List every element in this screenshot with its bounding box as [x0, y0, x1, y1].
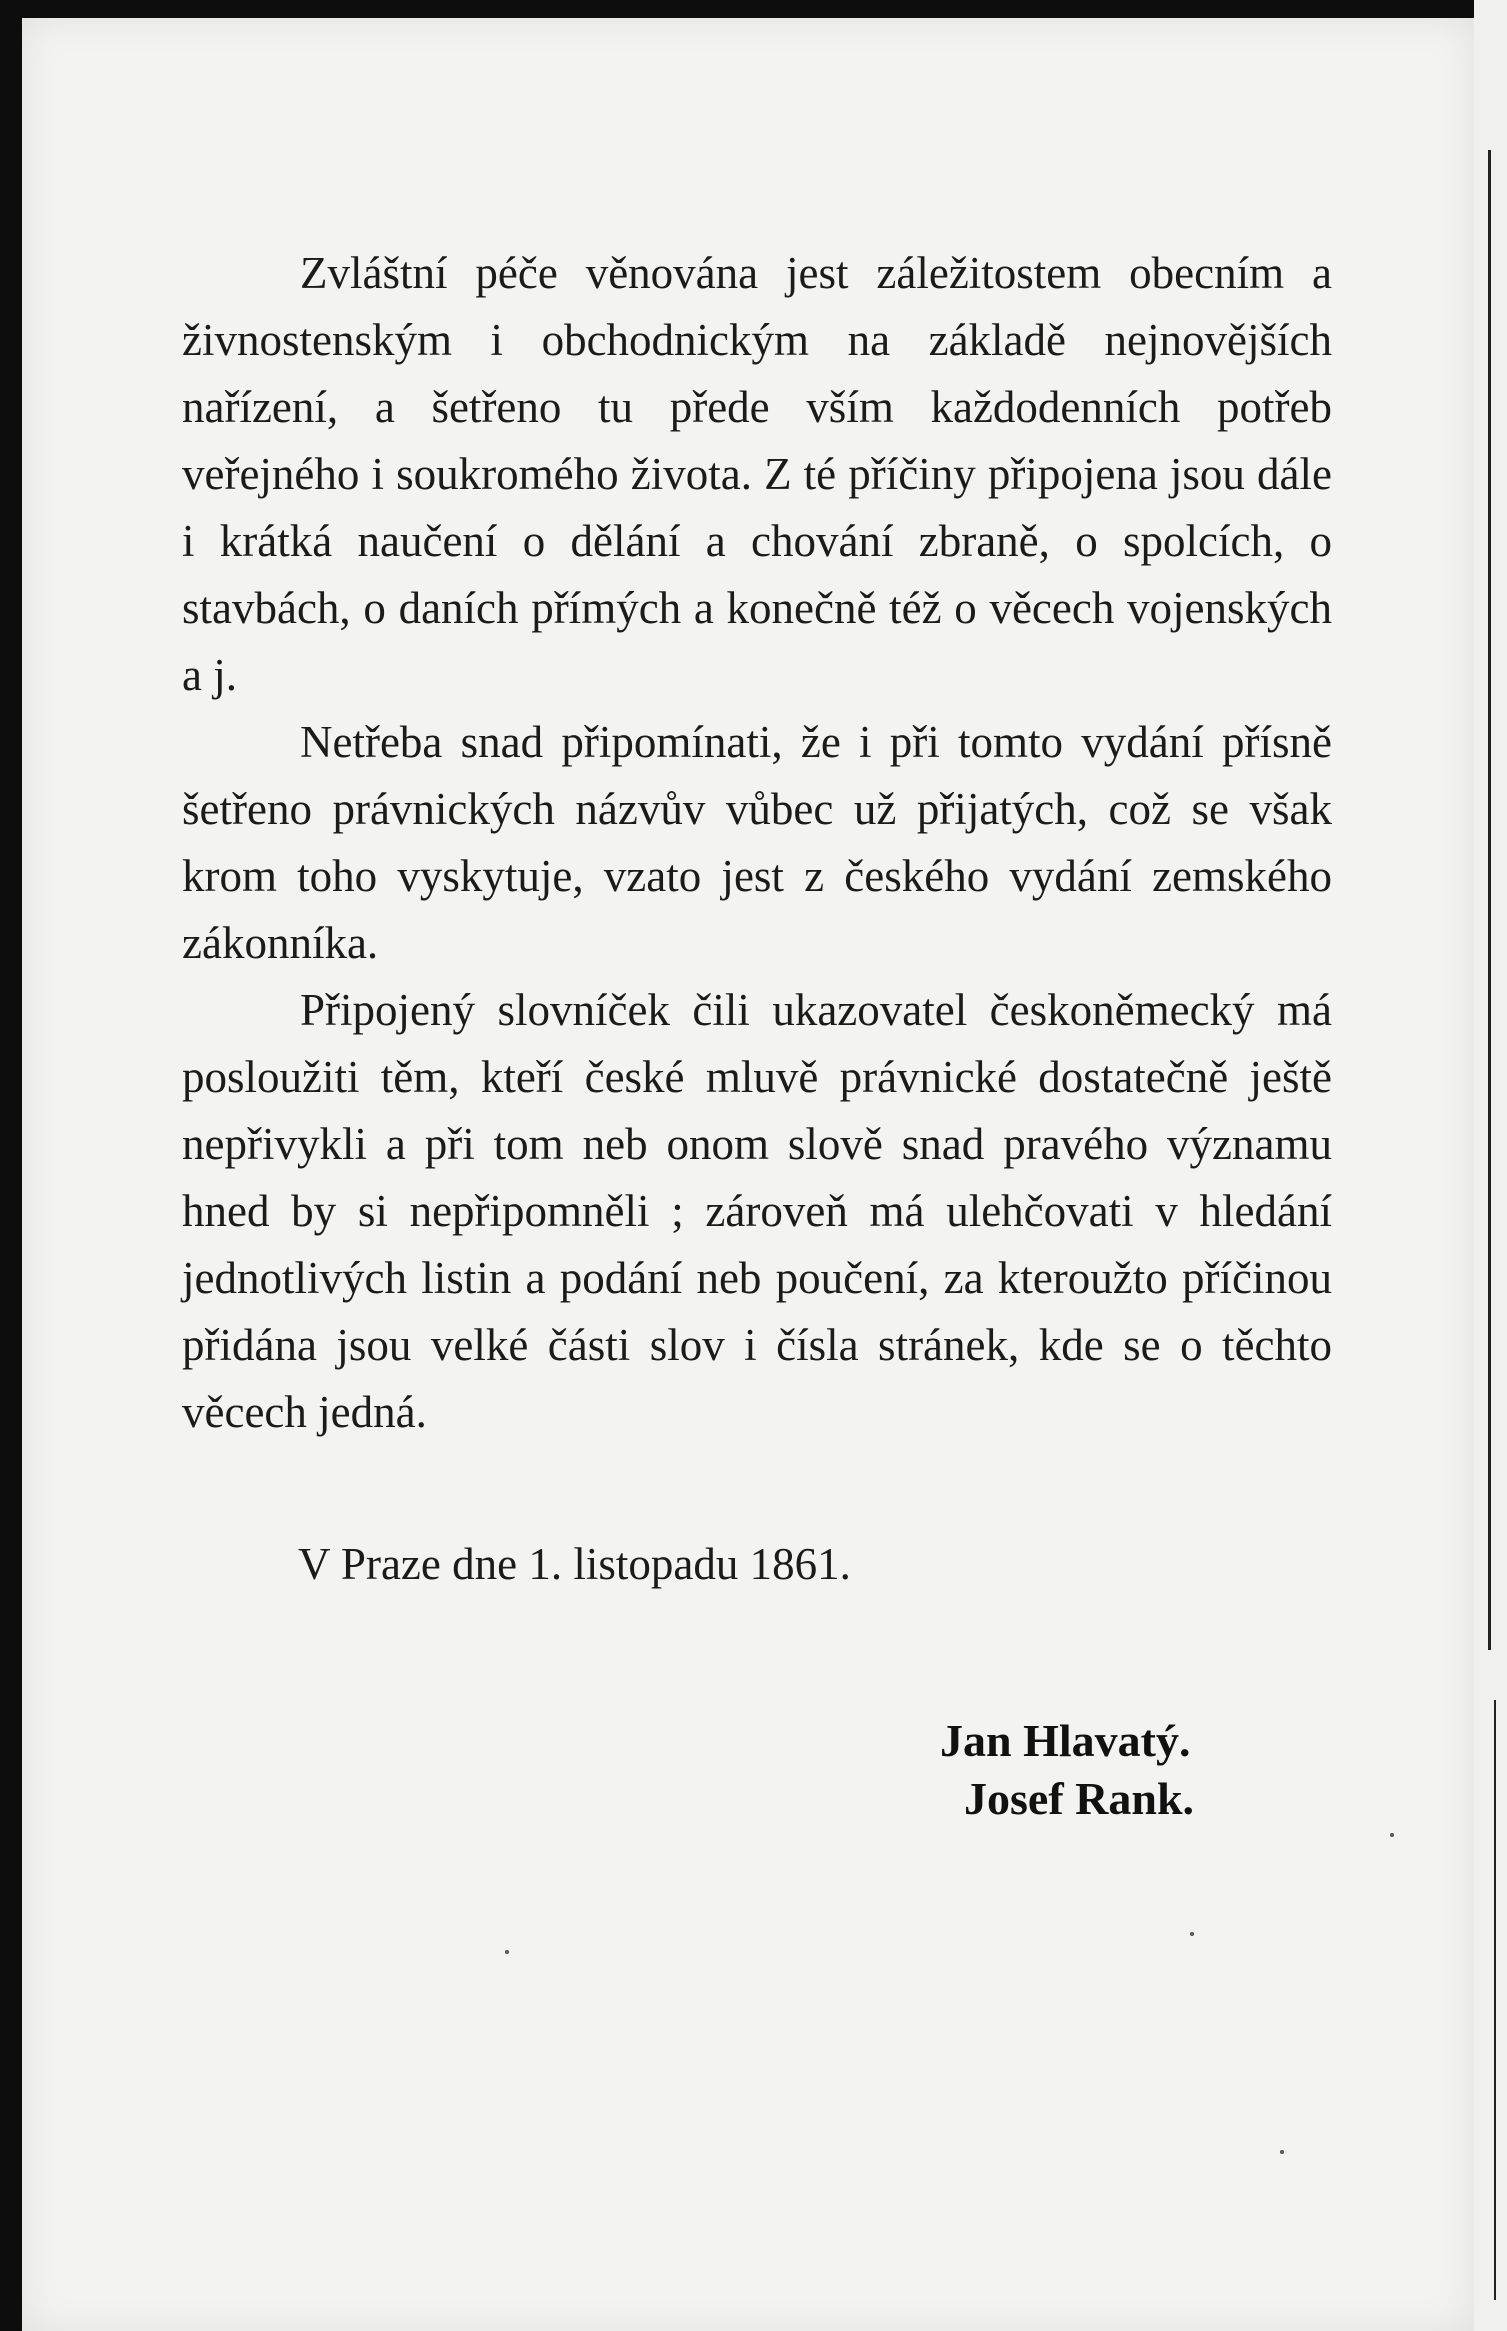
page-edge [1474, 0, 1507, 2331]
paper-speck [1390, 1833, 1394, 1837]
body-text [182, 240, 1332, 1446]
signature-hlavaty: Jan Hlavatý. [940, 1715, 1191, 1766]
dateline: V Praze dne 1. listopadu 1861. [298, 1539, 851, 1589]
paper-speck [505, 1950, 509, 1954]
paper-speck [1190, 1932, 1194, 1936]
paragraph-1: Zvláštní péče věnována jest záležitostem obecním a živnostenským i obchodnickým na základě nejnovějších nařízení, a šetřeno tu přede vším každodenních potřeb veřejného i soukromého života. Z té příčiny připojena jsou dále i krátká naučení o dělání a chování zbraně, o spolcích, o stavbách, o daních přímých a konečně též o věcech vojenských a j. [182, 248, 1332, 700]
paragraph-2: Netřeba snad připomínati, že i při tomto vydání přísně šetřeno právnických názvův vůbec už přijatých, což se však krom toho vyskytuje, vzato jest z českého vydání zemského zákonníka. [182, 717, 1332, 968]
signature-block [940, 1712, 1194, 1828]
paper-speck [1280, 2150, 1284, 2154]
signature-rank: Josef Rank. [964, 1773, 1195, 1824]
paragraph-3: Připojený slovníček čili ukazovatel českoněmecký má posloužiti těm, kteří české mluvě právnické dostatečně ještě nepřivykli a při tom neb onom slově snad pravého významu hned by si nepřipomněli ; zároveň má ulehčovati v hledání jednotlivých listin a podání neb poučení, za kteroužto příčinou přidána jsou velké části slov i čísla stránek, kde se o těchto věcech jedná. [182, 985, 1332, 1437]
